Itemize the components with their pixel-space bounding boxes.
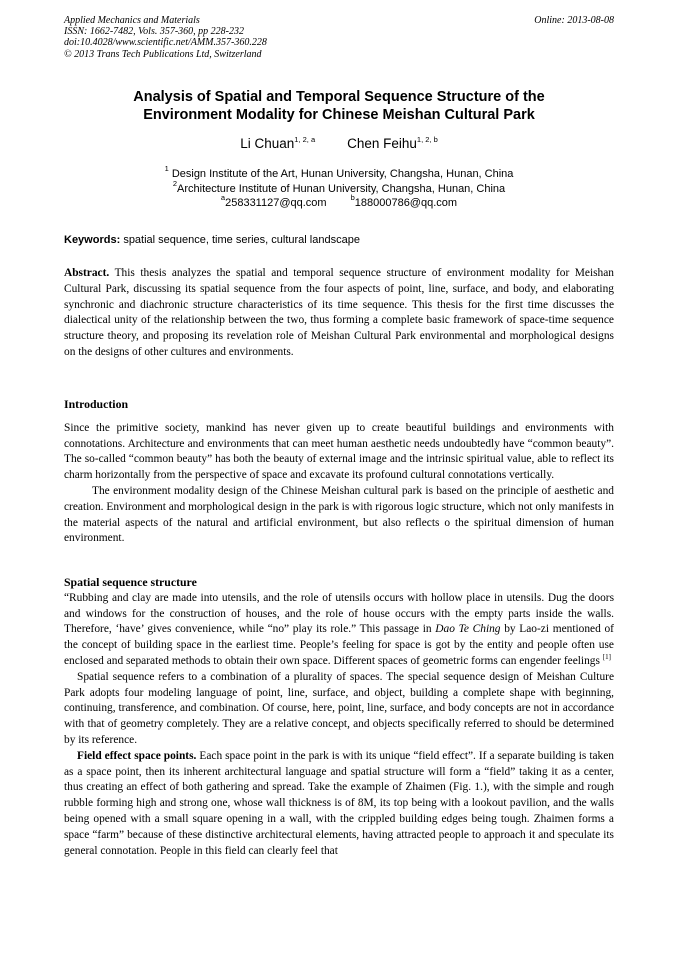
spatial-paragraph-1 xyxy=(64,591,614,670)
spatial-p1-part-b: by Lao-zi mentioned of the concept of building space in the earliest time. People’s feeling for space is got by the entity and people often use enclosed and separated methods to obtain their own space. Different spaces of geometric forms can engender feelings xyxy=(64,623,614,667)
author-2-name: Chen Feihu xyxy=(347,136,417,151)
author-list xyxy=(64,135,614,152)
spatial-p1-part-a: “Rubbing and clay are made into utensils, and the role of utensils occurs with hollow place in utensils. Dug the doors and windows for the construction of houses, and the role of house occurs with the empty parts inside the walls. Therefore, ‘have’ gives convenience, while “no” play its role.” This passage in xyxy=(64,591,614,636)
affiliation-1 xyxy=(64,164,614,182)
keywords-text: spatial sequence, time series, cultural landscape xyxy=(123,234,360,246)
paper-title xyxy=(64,88,614,124)
field-effect-label: Field effect space points. xyxy=(77,749,197,762)
author-1 xyxy=(240,136,315,151)
aff1-text: Design Institute of the Art, Hunan University, Changsha, Hunan, China xyxy=(171,168,514,180)
title-line-1: Analysis of Spatial and Temporal Sequence Structure of the xyxy=(133,89,545,105)
field-effect-text: Each space point in the park is with its unique “field effect”. If a separate building is taken as a space point, then its inherent architectural language and spatial structure will form a “field” taking it as a center, thus creating an effect of both gathering and spread. Take the example of Zhaimen (Fig. 1.), with the simple and rough rubble forming high and strong one, whose wall thickness is of 8M, its top being with a lookout pavilion, and the walls being opened with a small square opening in a wall, with the crippled building edges being tough. Zhaimen forms a space “farm” because of these distinctive architectural elements, having attracted people to approach it and speculate its general connotation. People in this field can clearly feel that xyxy=(64,749,614,857)
online-date: Online: 2013-08-08 xyxy=(534,15,614,26)
title-line-2: Environment Modality for Chinese Meishan Cultural Park xyxy=(143,107,535,123)
keywords xyxy=(64,233,614,247)
author-2-sup: 1, 2, b xyxy=(416,135,438,144)
introduction-paragraph-2: The environment modality design of the Chinese Meishan cultural park is based on the principle of aesthetic and creation. Environment and morphological design in the park is with rigorous logic structure, which not only manifests in the material aspects of the natural and artificial environment, but also reflects o the spiritual dimension of human environment. xyxy=(64,484,614,545)
abstract-section xyxy=(64,266,614,361)
email-b-sup: b xyxy=(350,193,355,202)
copyright-line: © 2013 Trans Tech Publications Ltd, Switzerland xyxy=(64,48,262,60)
aff1-sup: 1 xyxy=(164,164,169,173)
spatial-sequence-section xyxy=(64,575,614,859)
author-1-sup: 1, 2, a xyxy=(294,135,316,144)
email-b[interactable]: 188000786@qq.com xyxy=(354,197,458,209)
spatial-sequence-heading: Spatial sequence structure xyxy=(64,575,197,589)
spatial-paragraph-2: Spatial sequence refers to a combination of a plurality of spaces. The special sequence design of Meishan Culture Park adopts four modeling language of point, line, surface, and object, building a complete shape with beginning, continuing, transference, and combination. Of course, here, point, line, surface, and body concepts are not in accordance with that of geometry completely. They are a relative concept, and objects specifically referred to should be determined by its reference. xyxy=(64,670,614,746)
author-1-name: Li Chuan xyxy=(240,136,295,151)
introduction-heading: Introduction xyxy=(64,397,129,411)
running-header xyxy=(64,15,267,60)
abstract-text: This thesis analyzes the spatial and temporal sequence structure of environment modality for Meishan Cultural Park, discussing its spatial sequence from the four aspects of point, line, surface, and body, and elaborating synchronic and diachronic structure characteristics of its time sequence. This thesis for the first time discusses the dialectical unity of the relationship between the two, thus forming a complete basic framework of space-time sequence structure theory, and proposing its revelation role of Meishan Cultural Park environmental and morphological designs on the designs of other cultures and environments. xyxy=(64,267,614,358)
introduction-paragraph-1: Since the primitive society, mankind has never given up to create beautiful buildings and environments with connotations. Architecture and environments that can meet human aesthetic needs undoubtedly have “common beauty”. The so-called “common beauty” has both the beauty of external image and the intrinsic spiritual value, able to reflect its charm horizontally from the perspective of space and excavate its profound cultural connotations vertically. xyxy=(64,421,614,482)
aff2-text: Architecture Institute of Hunan University, Changsha, Hunan, China xyxy=(177,182,506,195)
email-a[interactable]: 258331127@qq.com xyxy=(225,197,327,209)
spatial-paragraph-3 xyxy=(64,749,614,860)
emails xyxy=(64,193,614,211)
journal-name: Applied Mechanics and Materials xyxy=(64,15,200,26)
author-2 xyxy=(347,136,438,151)
keywords-label: Keywords: xyxy=(64,234,121,246)
affiliation-2 xyxy=(64,178,614,197)
citation-ref[interactable]: [1] xyxy=(602,652,611,661)
issn-line: ISSN: 1662-7482, Vols. 357-360, pp 228-232 xyxy=(64,26,244,38)
book-title: Dao Te Ching xyxy=(435,623,501,636)
introduction-section xyxy=(64,397,614,547)
abstract-label: Abstract. xyxy=(64,267,110,279)
doi-line: doi:10.4028/www.scientific.net/AMM.357-360.228 xyxy=(64,37,267,49)
abstract-paragraph xyxy=(64,266,614,361)
email-a-sup: a xyxy=(220,193,226,202)
affiliations xyxy=(64,164,614,211)
aff2-sup: 2 xyxy=(172,178,178,188)
